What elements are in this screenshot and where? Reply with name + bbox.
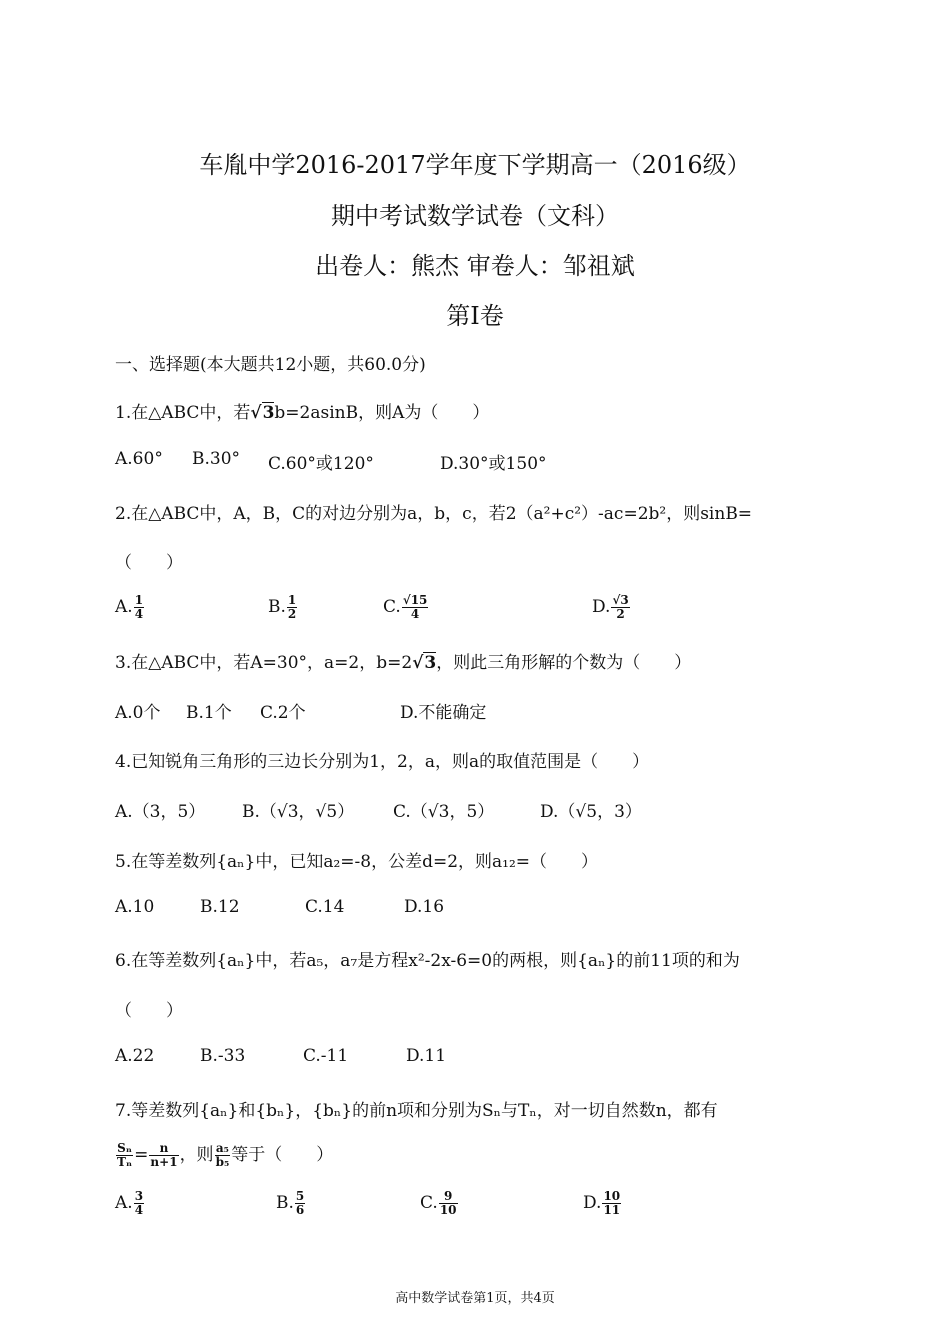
- q2-option-d: D. $\frac{√3}{2}$: [592, 593, 629, 621]
- q6-option-d: D.11: [406, 1046, 447, 1066]
- q2-fraction-c: $\frac{√15}{4}$: [402, 593, 428, 621]
- q2-fraction-d: $\frac{√3}{2}$: [612, 593, 629, 621]
- q5-option-d: D.16: [404, 897, 445, 917]
- q4-option-a: A.（3，5）: [115, 802, 206, 822]
- q7-fraction-d: $\frac{10}{11}$: [603, 1189, 621, 1217]
- q3-option-c: C.2个: [260, 703, 306, 723]
- q1-option-d: D.30°或150°: [440, 454, 547, 474]
- q6-option-c: C.-11: [303, 1046, 349, 1066]
- q6-option-b: B.-33: [200, 1046, 246, 1066]
- sqrt-symbol: √3: [412, 653, 437, 673]
- q1-option-c: C.60°或120°: [268, 454, 374, 474]
- q1-radicand: 3: [262, 403, 275, 423]
- q2-option-c: C. $\frac{√15}{4}$: [383, 593, 428, 621]
- page-footer: 高中数学试卷第1页，共4页: [395, 1291, 555, 1306]
- q6-option-a: A.22: [115, 1046, 155, 1066]
- q2-fraction-b: $\frac{1}{2}$: [287, 593, 297, 621]
- exam-title: 期中考试数学试卷（文科）: [331, 202, 619, 230]
- question-2: 2.在△ABC中，A，B，C的对边分别为a，b，c，若2（a²+c²）-ac=2b²，则sinB=: [115, 504, 753, 524]
- q2-option-a: A. $\frac{1}{4}$: [115, 593, 144, 621]
- q7-fraction-sn-tn: $\frac{\text{Sₙ}}{\text{Tₙ}}$: [117, 1141, 133, 1169]
- q6-answer-paren: （ ）: [115, 1001, 183, 1021]
- q1-option-a: A.60°: [115, 449, 163, 469]
- q7-condition: $\frac{\text{Sₙ}}{\text{Tₙ}}$ = $\frac{n}{n+1}$ ，则 $\frac{\text{a₅}}{\text{b₅}}$ 等于（ ）: [117, 1141, 334, 1169]
- q7-fraction-b: $\frac{5}{6}$: [295, 1189, 305, 1217]
- section-heading: 一、选择题(本大题共12小题，共60.0分): [115, 355, 426, 375]
- question-1: [115, 398, 890, 423]
- q2-fraction-a: $\frac{1}{4}$: [134, 593, 144, 621]
- q3-option-d: D.不能确定: [400, 703, 487, 723]
- q4-option-b: B.（√3，√5）: [242, 802, 355, 822]
- question-6: 6.在等差数列{aₙ}中，若a₅，a₇是方程x²-2x-6=0的两根，则{aₙ}的前11项的和为: [115, 951, 740, 971]
- q3-radicand: 3: [424, 653, 437, 673]
- question-4: 4.已知锐角三角形的三边长分别为1，2，a，则a的取值范围是（ ）: [115, 752, 650, 772]
- q3-suffix: ，则此三角形解的个数为（ ）: [436, 653, 692, 673]
- q7-fraction-n-n1: $\frac{n}{n+1}$: [150, 1141, 178, 1169]
- q3-option-b: B.1个: [186, 703, 232, 723]
- q4-option-c: C.（√3，5）: [393, 802, 495, 822]
- q5-option-a: A.10: [115, 897, 155, 917]
- q7-option-b: B. $\frac{5}{6}$: [276, 1189, 305, 1217]
- question-5: 5.在等差数列{aₙ}中，已知a₂=-8，公差d=2，则a₁₂=（ ）: [115, 852, 599, 872]
- volume-label: 第Ⅰ卷: [446, 302, 504, 330]
- q5-option-b: B.12: [200, 897, 240, 917]
- question-3: [115, 648, 890, 673]
- question-7: 7.等差数列{aₙ}和{bₙ}，{bₙ}的前n项和分别为Sₙ与Tₙ，对一切自然数n，都有: [115, 1101, 718, 1121]
- q2-answer-paren: （ ）: [115, 553, 183, 573]
- q2-option-b: B. $\frac{1}{2}$: [268, 593, 297, 621]
- q3-prefix: 3.在△ABC中，若A=30°，a=2，b=2: [115, 653, 413, 673]
- q7-option-a: A. $\frac{3}{4}$: [115, 1189, 144, 1217]
- q1-prefix: 1.在△ABC中，若: [115, 403, 251, 423]
- q7-fraction-c: $\frac{9}{10}$: [439, 1189, 457, 1217]
- q1-suffix: b=2asinB，则A为（ ）: [274, 403, 490, 423]
- q7-fraction-a5-b5: $\frac{\text{a₅}}{\text{b₅}}$: [215, 1141, 230, 1169]
- authors-line: 出卷人：熊杰 审卷人：邹祖斌: [315, 252, 635, 280]
- q7-option-c: C. $\frac{9}{10}$: [420, 1189, 457, 1217]
- q7-fraction-a: $\frac{3}{4}$: [134, 1189, 144, 1217]
- school-title: 车胤中学2016-2017学年度下学期高一（2016级）: [199, 151, 751, 179]
- q4-option-d: D.（√5，3）: [540, 802, 642, 822]
- q7-option-d: D. $\frac{10}{11}$: [583, 1189, 621, 1217]
- q3-option-a: A.0个: [115, 703, 161, 723]
- q5-option-c: C.14: [305, 897, 345, 917]
- q1-option-b: B.30°: [192, 449, 241, 469]
- sqrt-symbol: √3: [250, 403, 275, 423]
